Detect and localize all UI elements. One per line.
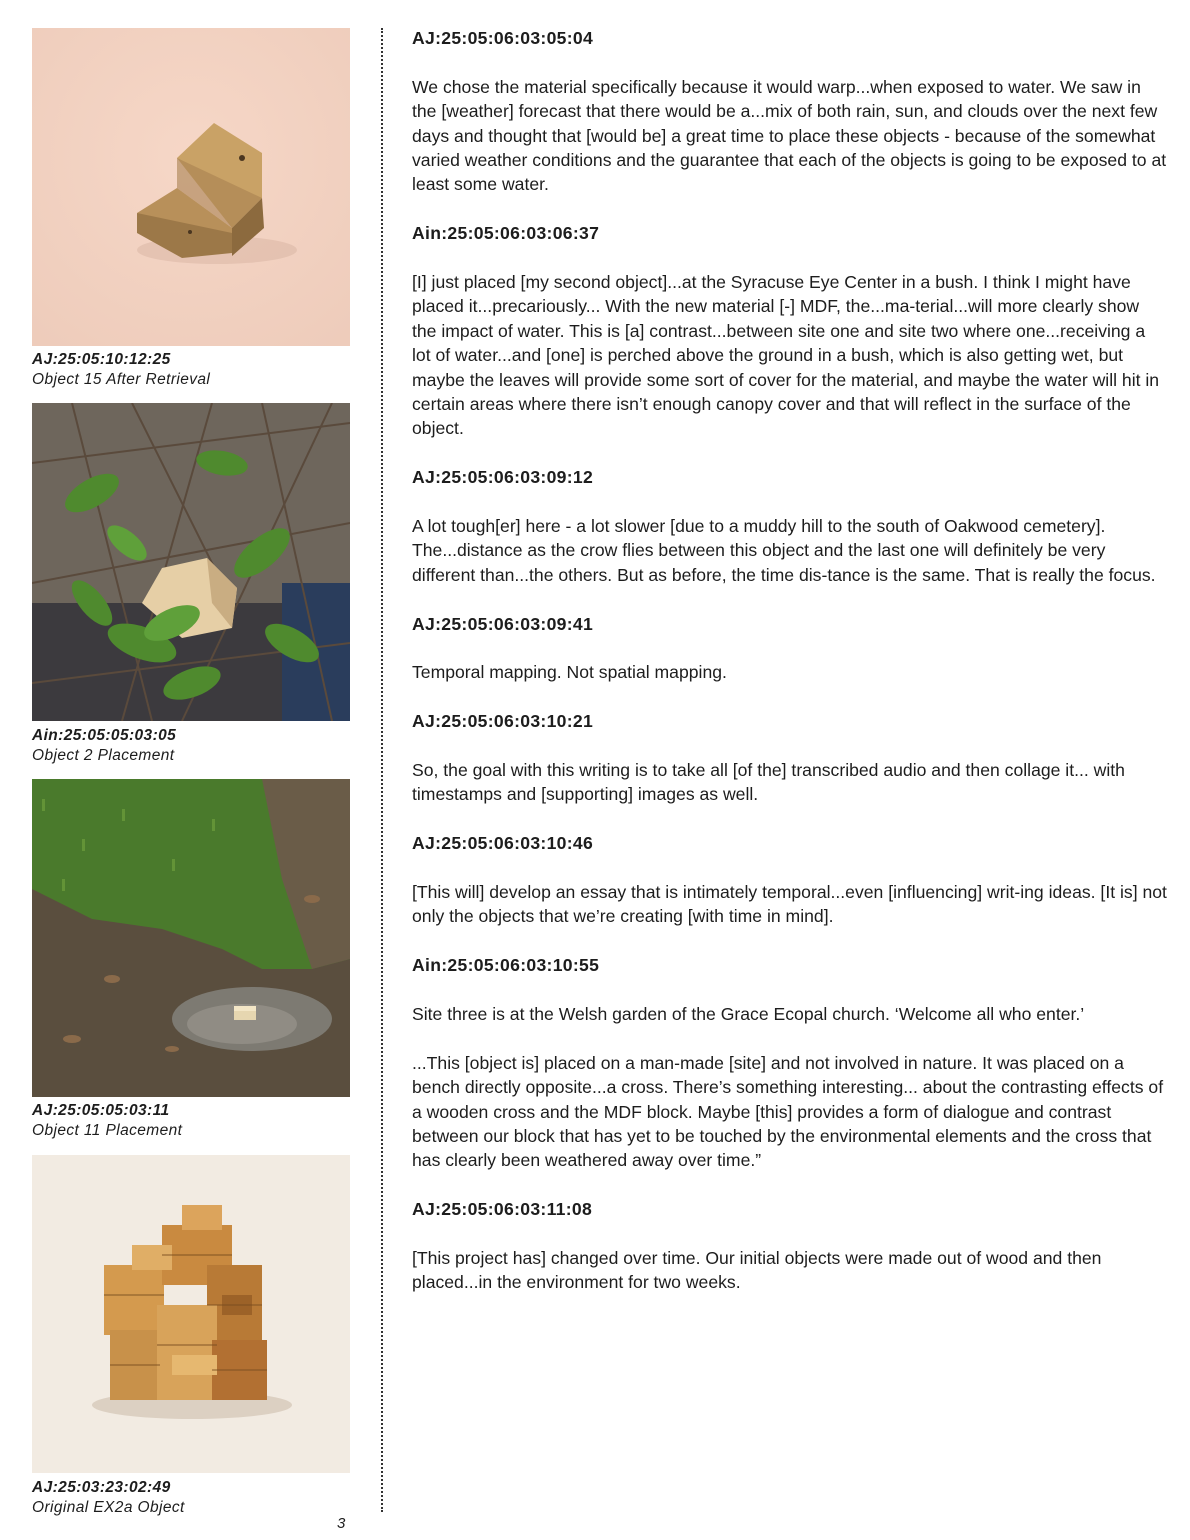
figure-caption xyxy=(32,350,362,390)
photo-original-ex2a-object xyxy=(32,1155,350,1473)
transcript-column xyxy=(412,26,1167,1319)
photo-object-15-after-retrieval xyxy=(32,28,350,346)
entry-paragraph: [I] just placed [my second object]...at the Syracuse Eye Center in a bush. I think I might have placed it...precariously... With the new material [-] MDF, the...ma-terial...will more clearly show the impact of water. This is [a] contrast...between site one and site two where one...receiving a lot of water...and [one] is perched above the ground in a bush, which is also getting wet, but maybe the leaves will provide some sort of cover for the material, and maybe the water will hit in certain areas where there isn’t enough canopy cover and that will reflect in the surface of the object. xyxy=(412,272,1160,439)
entry-paragraph: [This project has] changed over time. Our initial objects were made out of wood and then placed...in the environment for two weeks. xyxy=(412,1248,1102,1293)
figure-caption xyxy=(32,1101,362,1141)
entry-timestamp: AJ:25:05:06:03:10:21 xyxy=(412,711,594,732)
dotted-divider xyxy=(381,28,383,1512)
caption-timestamp: AJ:25:05:05:03:11 xyxy=(32,1102,170,1119)
photo-object-2-placement xyxy=(32,403,350,721)
photo-object-11-placement xyxy=(32,779,350,1097)
entry-paragraph: We chose the material specifically because it would warp...when exposed to water. We saw in the [weather] forecast that there would be a...mix of both rain, sun, and clouds over the next few days and thought that [would be] a great time to place these objects - because of the somewhat varied weather conditions and the guarantee that each of the objects is going to be exposed to at least some water. xyxy=(412,76,1167,195)
entry-timestamp: AJ:25:05:06:03:10:46 xyxy=(412,833,594,854)
caption-timestamp: Ain:25:05:05:03:05 xyxy=(32,727,177,744)
entry-timestamp: AJ:25:05:06:03:09:12 xyxy=(412,467,594,488)
caption-timestamp: AJ:25:05:10:12:25 xyxy=(32,351,171,368)
entry-paragraph: So, the goal with this writing is to take all [of the] transcribed audio and then collage it... with timestamps and [supporting] images as well. xyxy=(412,760,1125,805)
caption-description: Object 2 Placement xyxy=(32,747,175,764)
page-number: 3 xyxy=(337,1515,346,1532)
entry-paragraph: A lot tough[er] here - a lot slower [due to a muddy hill to the south of Oakwood cemetery]. The...distance as the crow flies between this object and the last one will definitely be very different than...the others. But as before, the time dis-tance is the same. That is really the focus. xyxy=(412,516,1156,585)
caption-description: Object 15 After Retrieval xyxy=(32,371,211,388)
entry-timestamp: AJ:25:05:06:03:09:41 xyxy=(412,613,594,634)
caption-description: Object 11 Placement xyxy=(32,1122,183,1139)
figure-caption xyxy=(32,1478,362,1518)
entry-timestamp: Ain:25:05:06:03:06:37 xyxy=(412,223,600,244)
figure-caption xyxy=(32,726,362,766)
caption-timestamp: AJ:25:03:23:02:49 xyxy=(32,1479,171,1496)
entry-paragraph: Site three is at the Welsh garden of the Grace Ecopal church. ‘Welcome all who enter.’ xyxy=(412,1004,1085,1025)
entry-paragraph: [This will] develop an essay that is intimately temporal...even [influencing] writ-ing ideas. [It is] not only the objects that we’re creating [with time in mind]. xyxy=(412,882,1167,927)
entry-timestamp: AJ:25:05:06:03:11:08 xyxy=(412,1199,593,1220)
entry-timestamp: AJ:25:05:06:03:05:04 xyxy=(412,28,594,48)
entry-paragraph: ...This [object is] placed on a man-made [site] and not involved in nature. It was placed on a bench directly opposite...a cross. There’s something interesting... about the contrasting effects of a wooden cross and the MDF block. Maybe [this] provides a form of dialogue and contrast between our block that has yet to be touched by the environmental elements and the cross that has clearly been weathered away over time.” xyxy=(412,1052,1164,1171)
entry-paragraph: Temporal mapping. Not spatial mapping. xyxy=(412,662,727,683)
entry-timestamp: Ain:25:05:06:03:10:55 xyxy=(412,955,600,976)
caption-description: Original EX2a Object xyxy=(32,1499,185,1516)
